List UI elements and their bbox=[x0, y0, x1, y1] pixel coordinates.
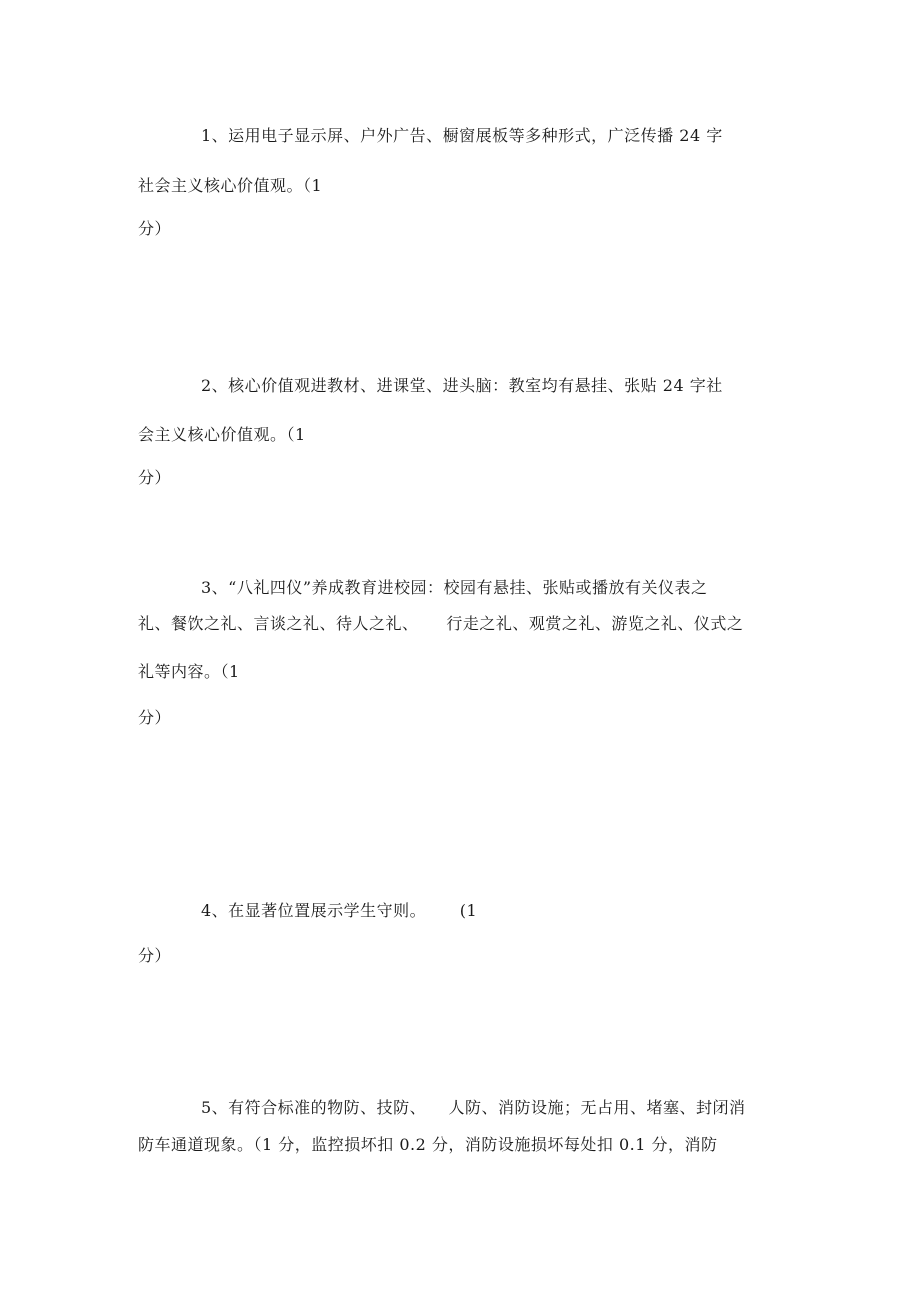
item-3-line-1: 3、“八礼四仪”养成教育进校园：校园有悬挂、张贴或播放有关仪表之 bbox=[201, 578, 708, 597]
item-3-line-3: 礼等内容。（1 bbox=[138, 662, 240, 681]
item-5-line-2: 防车通道现象。（1 分，监控损坏扣 0.2 分，消防设施损坏每处扣 0.1 分，消防 bbox=[138, 1135, 718, 1154]
item-1-line-3: 分） bbox=[138, 219, 172, 238]
item-1-line-2: 社会主义核心价值观。（1 bbox=[138, 176, 323, 195]
item-3-line-2: 礼、餐饮之礼、言谈之礼、待人之礼、 行走之礼、观赏之礼、游览之礼、仪式之 bbox=[138, 614, 744, 633]
item-4-line-1: 4、在显著位置展示学生守则。 (1 bbox=[201, 901, 478, 920]
item-5-line-1: 5、有符合标准的物防、技防、 人防、消防设施；无占用、堵塞、封闭消 bbox=[201, 1098, 746, 1117]
item-3-line-4: 分） bbox=[138, 708, 172, 727]
item-1-line-1: 1、运用电子显示屏、户外广告、橱窗展板等多种形式，广泛传播 24 字 bbox=[201, 126, 723, 145]
item-2-line-3: 分） bbox=[138, 468, 172, 487]
item-4-line-2: 分） bbox=[138, 946, 172, 965]
item-2-line-2: 会主义核心价值观。（1 bbox=[138, 425, 306, 444]
item-2-line-1: 2、核心价值观进教材、进课堂、进头脑：教室均有悬挂、张贴 24 字社 bbox=[201, 376, 723, 395]
